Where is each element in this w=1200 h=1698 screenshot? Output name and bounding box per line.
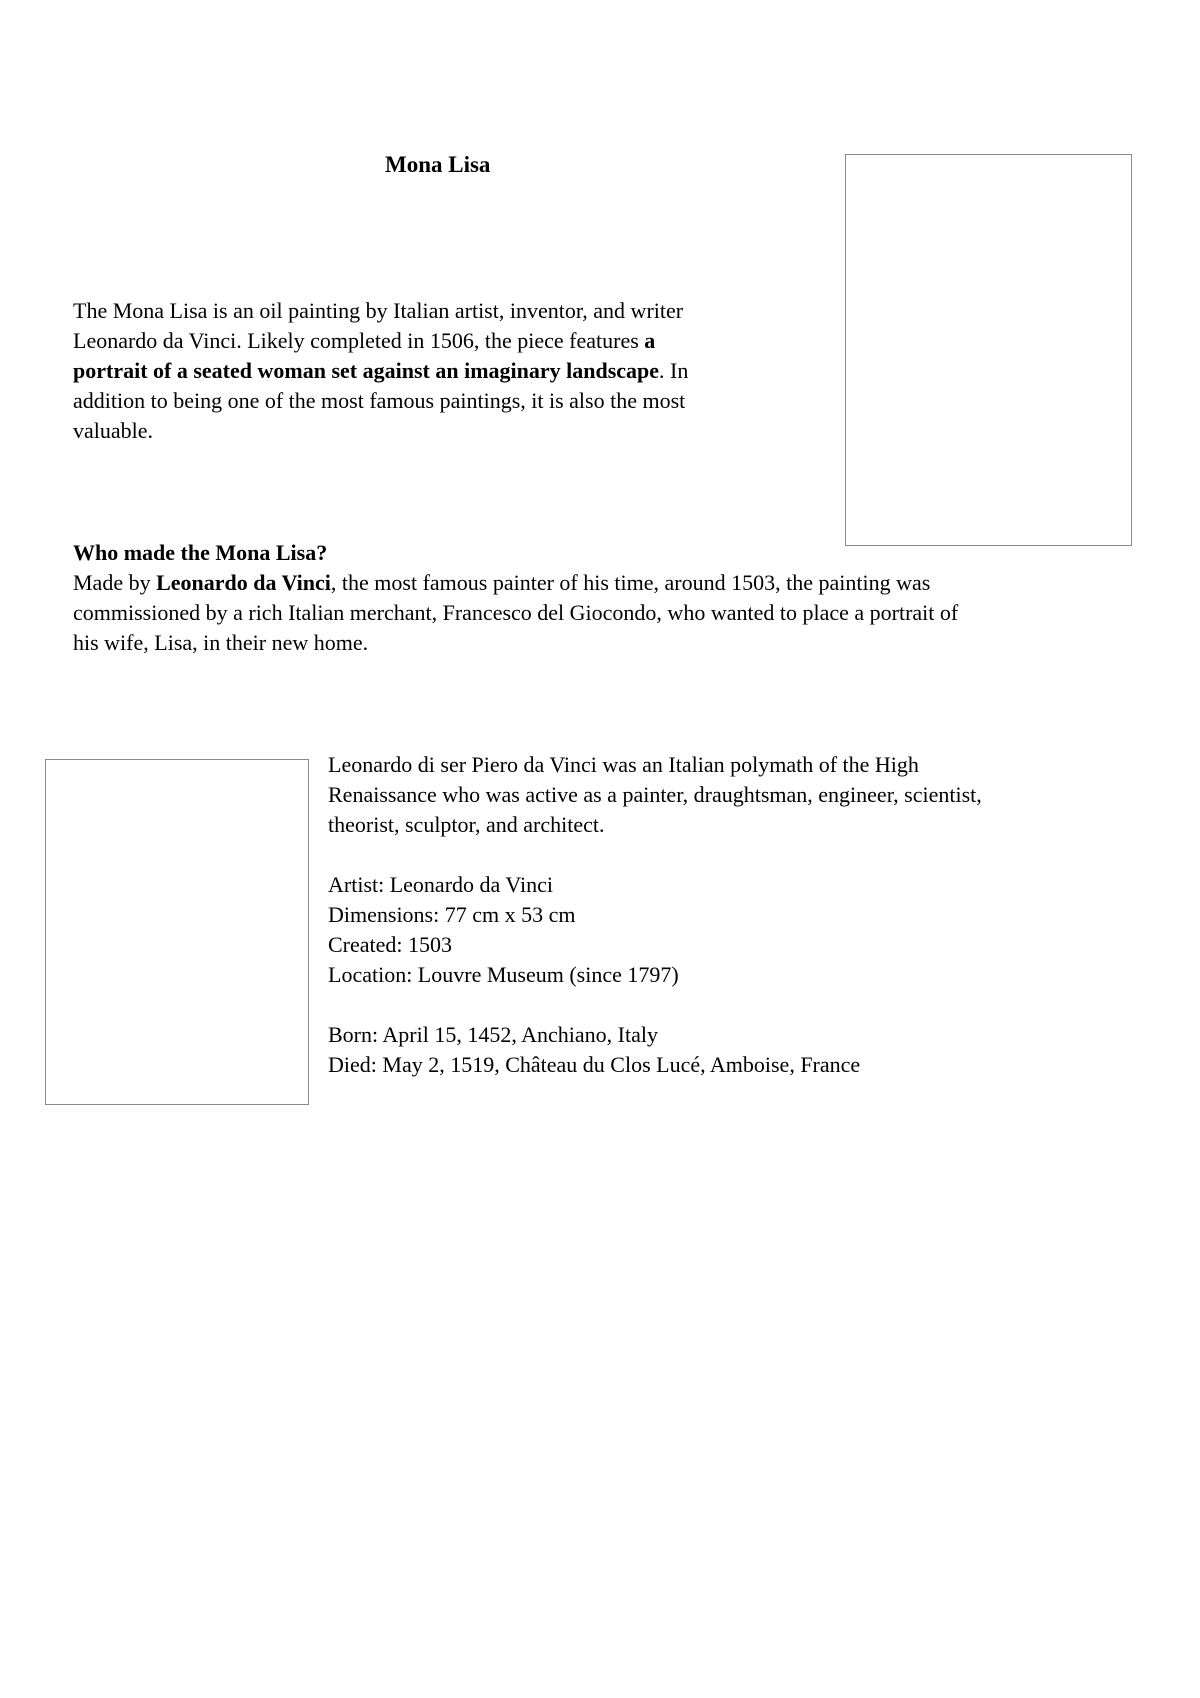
fact-created: Created: 1503 [328, 932, 453, 957]
intro-paragraph [73, 296, 829, 446]
bio-line: theorist, sculptor, and architect. [328, 812, 605, 837]
fact-dimensions: Dimensions: 77 cm x 53 cm [328, 902, 576, 927]
artist-image-placeholder [45, 759, 309, 1105]
intro-line: addition to being one of the most famous paintings, it is also the most [73, 388, 686, 413]
intro-line [73, 326, 829, 356]
intro-bold-text: portrait of a seated woman set against an imaginary landscape [73, 358, 660, 383]
who-line: commissioned by a rich Italian merchant, Francesco del Giocondo, who wanted to place a portrait of [73, 600, 959, 625]
intro-bold-text: a [644, 328, 656, 353]
who-bold-text: Leonardo da Vinci [156, 570, 331, 595]
artist-bio-section [328, 750, 1128, 1080]
section-heading: Who made the Mona Lisa? [73, 540, 328, 565]
intro-line [73, 356, 829, 386]
painting-image-placeholder [845, 154, 1132, 546]
page-title: Mona Lisa [385, 152, 491, 177]
intro-text: . In [659, 358, 689, 383]
who-made-section [73, 538, 1153, 658]
who-line [73, 568, 1153, 598]
fact-artist: Artist: Leonardo da Vinci [328, 872, 553, 897]
artist-life-dates [328, 1020, 1128, 1080]
bio-paragraph [328, 750, 1128, 840]
painting-facts [328, 870, 1128, 990]
fact-died: Died: May 2, 1519, Château du Clos Lucé, Amboise, France [328, 1052, 861, 1077]
bio-line: Leonardo di ser Piero da Vinci was an Italian polymath of the High [328, 752, 919, 777]
who-line: his wife, Lisa, in their new home. [73, 630, 369, 655]
bio-line: Renaissance who was active as a painter, draughtsman, engineer, scientist, [328, 782, 982, 807]
intro-text: Leonardo da Vinci. Likely completed in 1506, the piece features [73, 328, 645, 353]
intro-line: valuable. [73, 418, 154, 443]
fact-location: Location: Louvre Museum (since 1797) [328, 962, 679, 987]
who-text: , the most famous painter of his time, around 1503, the painting was [330, 570, 931, 595]
who-made-paragraph [73, 568, 1153, 658]
who-text: Made by [73, 570, 157, 595]
fact-born: Born: April 15, 1452, Anchiano, Italy [328, 1022, 658, 1047]
intro-line: The Mona Lisa is an oil painting by Italian artist, inventor, and writer [73, 298, 684, 323]
